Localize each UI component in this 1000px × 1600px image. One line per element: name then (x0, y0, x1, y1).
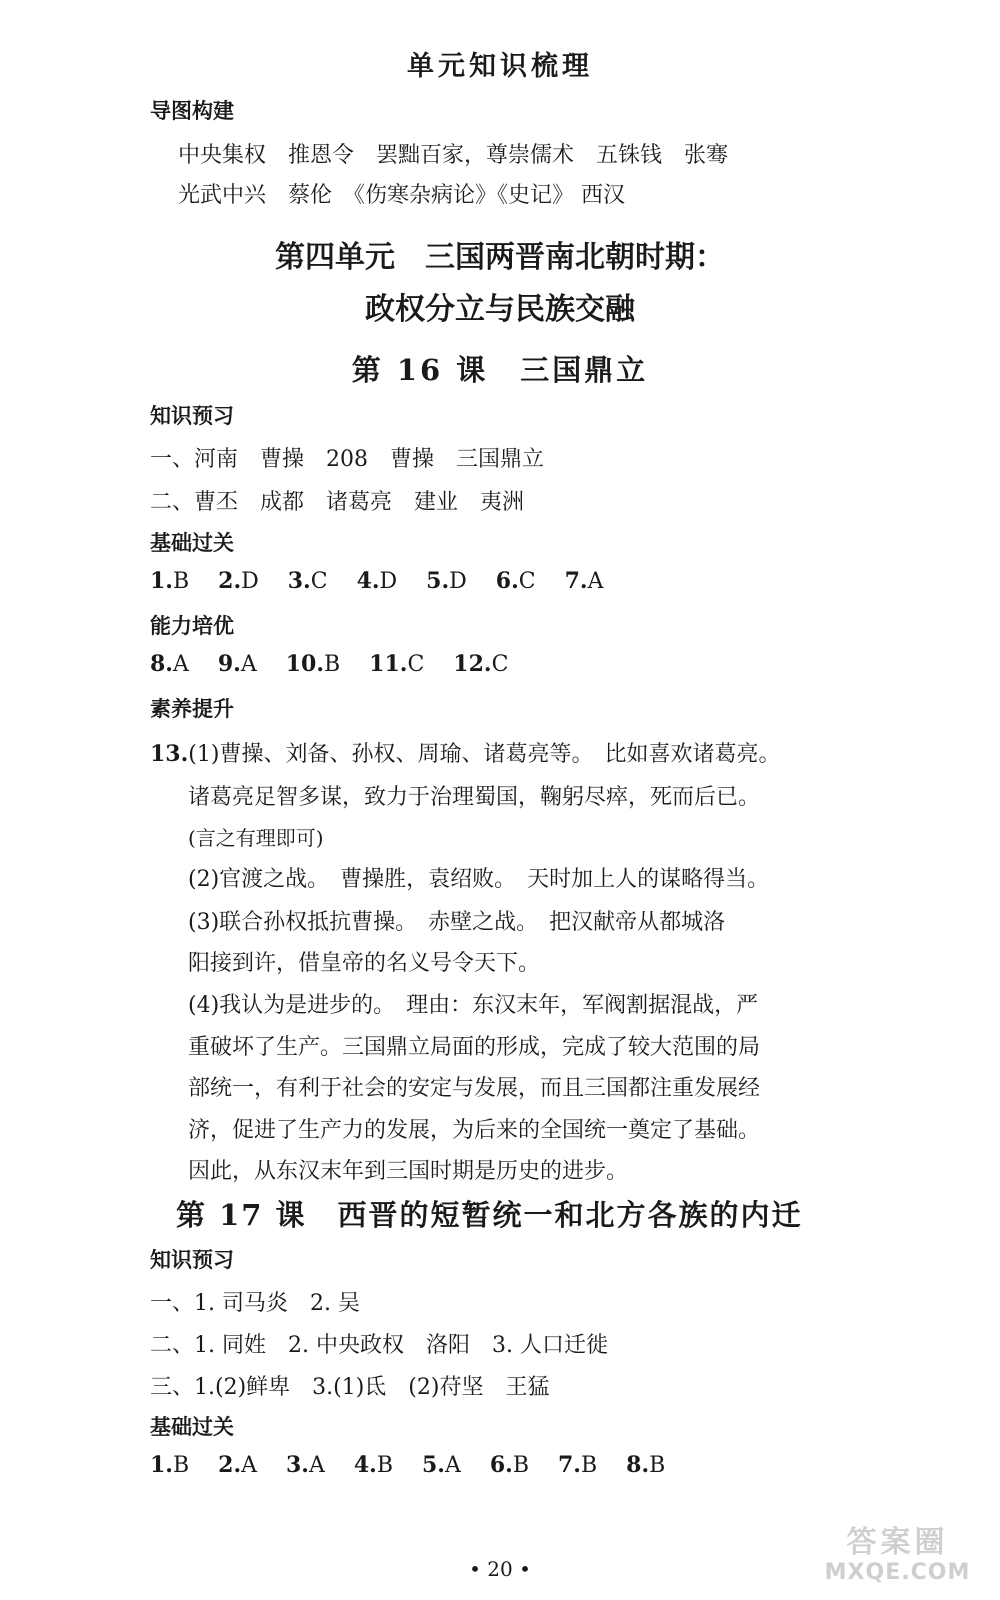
answer-number: 2. (218, 568, 242, 594)
answer-value: C (491, 652, 509, 677)
q13-line-3: (言之有理即可) (188, 826, 324, 850)
lesson17-preview-line3: 三、1.(2)鲜卑 3.(1)氐 (2)苻坚 王猛 (150, 1375, 550, 1400)
lesson16-basic-heading: 基础过关 (150, 531, 234, 555)
answer-value: A (172, 652, 189, 677)
answer-number: 4. (356, 568, 380, 594)
q13-line-9: 部统一，有利于社会的安定与发展，而且三国都注重发展经 (188, 1076, 761, 1101)
lesson17-preview-line1: 一、1. 司马炎 2. 吴 (150, 1291, 360, 1316)
answer-number: 6. (495, 568, 519, 594)
lesson17-basic-answers (150, 1452, 665, 1478)
mindmap-heading: 导图构建 (150, 99, 234, 123)
q13-line-11: 因此，从东汉末年到三国时期是历史的进步。 (188, 1159, 629, 1184)
answer-number: 7. (564, 568, 588, 594)
answer-value: B (580, 1453, 598, 1478)
answer-number: 3. (286, 1452, 309, 1478)
answer-number: 6. (489, 1452, 513, 1478)
lesson16-preview-heading: 知识预习 (150, 404, 234, 428)
watermark-logo (805, 1526, 990, 1592)
answer-value: A (587, 569, 604, 594)
answer-value: B (172, 569, 190, 594)
unit4-title-line1: 第四单元 三国两晋南北朝时期： (275, 240, 725, 275)
answer-number: 5. (426, 568, 450, 594)
unit4-title-line2: 政权分立与民族交融 (365, 292, 635, 327)
mindmap-line-1: 中央集权 推恩令 罢黜百家，尊崇儒术 五铢钱 张骞 (178, 143, 729, 168)
answer-value: D (241, 569, 259, 594)
answer-number: 9. (217, 651, 241, 677)
lesson16-preview-line1: 一、河南 曹操 208 曹操 三国鼎立 (150, 447, 544, 472)
lesson17-title: 第 17 课 西晋的短暂统一和北方各族的内迁 (176, 1198, 803, 1232)
lesson16-literacy-heading: 素养提升 (150, 697, 234, 721)
q13-line-2: 诸葛亮足智多谋，致力于治理蜀国，鞠躬尽瘁，死而后已。 (188, 785, 761, 810)
answer-number: 7. (558, 1452, 581, 1478)
q13-line-7: (4)我认为是进步的。 理由：东汉末年，军阀割据混战，严 (188, 993, 759, 1018)
watermark-top-text: 答案圈 (846, 1525, 949, 1560)
lesson16-preview-line2: 二、曹丕 成都 诸葛亮 建业 夷洲 (150, 490, 525, 515)
q13-line-10: 济，促进了生产力的发展，为后来的全国统一奠定了基础。 (188, 1118, 761, 1143)
answer-value: D (449, 569, 467, 594)
lesson17-preview-line2: 二、1. 同姓 2. 中央政权 洛阳 3. 人口迁徙 (150, 1333, 608, 1358)
answer-value: A (241, 1453, 257, 1478)
answer-value: C (518, 569, 536, 594)
answer-number: 11. (369, 651, 408, 677)
page-number: • 20 • (469, 1557, 531, 1581)
answer-number: 12. (453, 651, 492, 677)
answer-value: C (407, 652, 425, 677)
answer-value: A (240, 652, 257, 677)
answer-value: B (324, 652, 341, 677)
answer-value: B (512, 1453, 529, 1478)
q13-line-6: 阳接到许，借皇帝的名义号令天下。 (188, 951, 541, 976)
lesson16-basic-answers (150, 568, 603, 594)
answer-number: 4. (353, 1452, 377, 1478)
answer-number: 8. (150, 651, 173, 677)
lesson16-ability-answers (150, 651, 508, 677)
answer-value: A (444, 1453, 461, 1478)
watermark-bottom-text: MXQE.COM (824, 1560, 971, 1585)
lesson16-title: 第 16 课 三国鼎立 (351, 353, 649, 387)
q13-line-5: (3)联合孙权抵抗曹操。 赤壁之战。 把汉献帝从都城洛 (188, 910, 726, 935)
answer-value: A (308, 1453, 325, 1478)
answer-number: 1. (150, 568, 173, 594)
answer-value: D (379, 569, 398, 594)
answer-number: 10. (285, 651, 324, 677)
q13-text: (1)曹操、刘备、孙权、周瑜、诸葛亮等。 比如喜欢诸葛亮。 (188, 742, 781, 767)
answer-number: 2. (218, 1452, 242, 1478)
answer-value: B (649, 1453, 666, 1478)
answer-number: 1. (150, 1452, 173, 1478)
answer-number: 5. (422, 1452, 445, 1478)
answer-value: B (172, 1453, 190, 1478)
lesson17-preview-heading: 知识预习 (150, 1248, 234, 1272)
q13-number: 13. (150, 741, 189, 767)
q13-line-8: 重破坏了生产。三国鼎立局面的形成，完成了较大范围的局 (188, 1035, 761, 1060)
answer-value: B (376, 1453, 393, 1478)
q13-line-1 (150, 737, 780, 768)
lesson17-basic-heading: 基础过关 (150, 1415, 234, 1439)
mindmap-line-2: 光武中兴 蔡伦 《伤寒杂病论》《史记》 西汉 (178, 183, 625, 208)
answer-value: C (310, 569, 328, 594)
lesson16-ability-heading: 能力培优 (150, 614, 234, 638)
answer-number: 8. (626, 1452, 650, 1478)
q13-line-4: (2)官渡之战。 曹操胜，袁绍败。 天时加上人的谋略得当。 (188, 867, 770, 892)
answer-number: 3. (287, 568, 311, 594)
unit-summary-title: 单元知识梳理 (407, 51, 593, 82)
